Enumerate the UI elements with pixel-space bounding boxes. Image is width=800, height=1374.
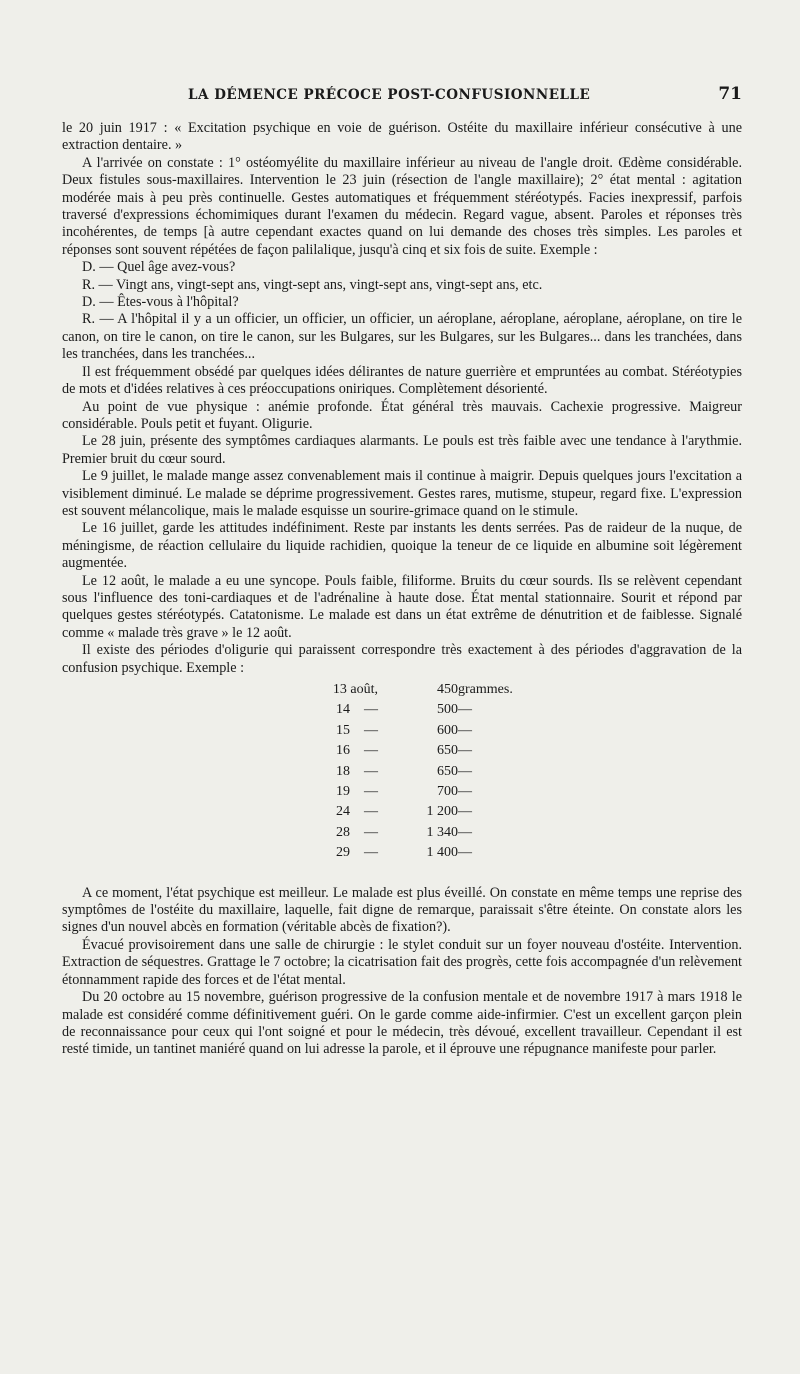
row-value: 1 200 bbox=[426, 804, 458, 820]
row-separator: — bbox=[364, 824, 378, 840]
row-separator: — bbox=[364, 763, 378, 779]
paragraph: D. — Êtes-vous à l'hôpital? bbox=[82, 294, 239, 311]
paragraph: D. — Quel âge avez-vous? bbox=[82, 259, 236, 276]
row-date: 19 — bbox=[336, 784, 378, 800]
row-unit: — bbox=[458, 824, 472, 840]
table-row bbox=[298, 824, 538, 844]
table-row bbox=[298, 681, 538, 701]
body-text bbox=[62, 120, 742, 1059]
row-separator: — bbox=[364, 784, 378, 800]
table-row bbox=[298, 742, 538, 762]
paragraph: Il est fréquemment obsédé par quelques idées délirantes de nature guerrière et empruntées au combat. Stéréotypies de mots et d'idées relatives à ces préoccupations oniriques. Complètement désorienté. bbox=[62, 363, 742, 398]
paragraph: Le 16 juillet, garde les attitudes indéfiniment. Reste par instants les dents serrées. Pas de raideur de la nuque, de méningisme, de réaction cellulaire du liquide rachidien, quoique la teneur de ce liquide en albumine soit légèrement augmentée. bbox=[62, 520, 742, 572]
paragraph: A l'arrivée on constate : 1° ostéomyélite du maxillaire inférieur au niveau de l'angle droit. Œdème considérable. Deux fistules sous-maxillaires. Intervention le 23 juin (résection de l'angle maxillaire); 2° état mental : agitation modérée mais à peu près continuelle. Gestes automatiques et fréquemment stéréotypés. Facies inexpressif, parfois traversé d'expressions échomimiques durant l'examen du médecin. Regard vague, absent. Paroles et réponses très incohérentes, de temps [à autre cependant exactes quand on lui demande des choses très simples. Les paroles et réponses sont souvent répétées de façon palilalique, jusqu'à cinq et six fois de suite. Exemple : bbox=[62, 154, 742, 258]
table-row bbox=[298, 844, 538, 864]
row-unit: — bbox=[458, 804, 472, 820]
paragraph: R. — A l'hôpital il y a un officier, un officier, un officier, un aéroplane, aéroplane, aéroplane, aéroplane, on tire le canon, on tire le canon, on tire le canon, sur les Bulgares, sur les Bulgares, sur les Bulgares... dans les tranchées, dans les tranchées, dans les tranchées... bbox=[62, 311, 742, 363]
table-row bbox=[298, 722, 538, 742]
row-date: 16 — bbox=[336, 743, 378, 759]
row-separator: — bbox=[364, 702, 378, 718]
table-row bbox=[298, 701, 538, 721]
table-row bbox=[298, 783, 538, 803]
table-row bbox=[298, 803, 538, 823]
paragraphs-after bbox=[62, 885, 742, 1059]
running-title: LA DÉMENCE PRÉCOCE POST-CONFUSIONNELLE bbox=[188, 87, 591, 103]
paragraphs-before bbox=[62, 120, 742, 677]
row-value: 1 340 bbox=[426, 824, 458, 840]
row-date: 29 — bbox=[336, 845, 378, 861]
urine-volume-table bbox=[298, 681, 538, 865]
page-header bbox=[60, 84, 742, 104]
page-number: 71 bbox=[718, 84, 742, 104]
row-value: 700 bbox=[437, 784, 458, 800]
paragraph: Le 12 août, le malade a eu une syncope. Pouls faible, filiforme. Bruits du cœur sourds. Ils se relèvent cependant sous l'influence des toni-cardiaques et de l'adrénaline à haute dose. État mental stationnaire. Sourit et répond par quelques gestes stéréotypés. Catatonisme. Le malade est dans un état extrême de dénutrition et de faiblesse. Signalé comme « malade très grave » le 12 août. bbox=[62, 572, 742, 641]
table-row bbox=[298, 763, 538, 783]
row-value: 1 400 bbox=[426, 845, 458, 861]
row-unit: — bbox=[458, 722, 472, 738]
row-date: 15 — bbox=[336, 722, 378, 738]
row-separator: — bbox=[364, 743, 378, 759]
paragraph: R. — Vingt ans, vingt-sept ans, vingt-sept ans, vingt-sept ans, vingt-sept ans, etc. bbox=[82, 276, 543, 293]
row-value: 500 bbox=[437, 702, 458, 718]
row-value: 650 bbox=[437, 743, 458, 759]
row-value: 600 bbox=[437, 722, 458, 738]
paragraph: Du 20 octobre au 15 novembre, guérison progressive de la confusion mentale et de novembre 1917 à mars 1918 le malade est considéré comme définitivement guéri. On le garde comme aide-infirmier. C'est un excellent garçon plein de reconnaissance pour ceux qui l'ont soigné et pour le médecin, très dévoué, excellent travailleur. Cependant il est resté timide, un tantinet maniéré quand on lui adresse la parole, et il éprouve une répugnance manifeste pour parler. bbox=[62, 989, 742, 1058]
row-date: 13 août, bbox=[332, 682, 378, 697]
row-unit: — bbox=[458, 784, 472, 800]
row-unit: — bbox=[458, 702, 472, 718]
row-unit: — bbox=[458, 763, 472, 779]
paragraph: Il existe des périodes d'oligurie qui paraissent correspondre très exactement à des périodes d'aggravation de la confusion psychique. Exemple : bbox=[62, 642, 742, 676]
row-unit: grammes. bbox=[458, 682, 513, 697]
row-date: 24 — bbox=[336, 804, 378, 820]
paragraph: le 20 juin 1917 : « Excitation psychique en voie de guérison. Ostéite du maxillaire inférieur consécutive à une extraction dentaire. » bbox=[62, 120, 742, 154]
paragraph: Évacué provisoirement dans une salle de chirurgie : le stylet conduit sur un foyer nouveau d'ostéite. Intervention. Extraction de séquestres. Grattage le 7 octobre; la cicatrisation fait des progrès, cette fois accompagnée d'un relèvement étonnamment rapide des forces et de l'état mental. bbox=[62, 936, 742, 988]
paragraph: Au point de vue physique : anémie profonde. État général très mauvais. Cachexie progressive. Maigreur considérable. Pouls petit et fuyant. Oligurie. bbox=[62, 398, 742, 432]
paragraph: Le 28 juin, présente des symptômes cardiaques alarmants. Le pouls est très faible avec une tendance à l'arythmie. Premier bruit du cœur sourd. bbox=[62, 433, 742, 467]
row-separator: — bbox=[364, 722, 378, 738]
row-unit: — bbox=[458, 845, 472, 861]
row-separator: — bbox=[364, 845, 378, 861]
paragraph: Le 9 juillet, le malade mange assez convenablement mais il continue à maigrir. Depuis quelques jours l'excitation a visiblement diminué. Le malade se déprime progressivement. Gestes rares, mutisme, stupeur, regard fixe. L'expression est souvent mélancolique, mais le malade esquisse un sourire-grimace quand on le stimule. bbox=[62, 468, 742, 519]
row-unit: — bbox=[458, 743, 472, 759]
row-date: 18 — bbox=[336, 763, 378, 779]
row-value: 650 bbox=[437, 763, 458, 779]
row-date: 28 — bbox=[336, 824, 378, 840]
row-date: 14 — bbox=[336, 702, 378, 718]
paragraph: A ce moment, l'état psychique est meilleur. Le malade est plus éveillé. On constate en même temps une reprise des symptômes de l'ostéite du maxillaire, laquelle, fait digne de remarque, paraissait s'être éteinte. On constate alors les signes d'un nouvel abcès en formation (véritable abcès de fixation?). bbox=[62, 884, 742, 936]
row-value: 450 bbox=[437, 682, 458, 697]
row-separator: — bbox=[364, 804, 378, 820]
